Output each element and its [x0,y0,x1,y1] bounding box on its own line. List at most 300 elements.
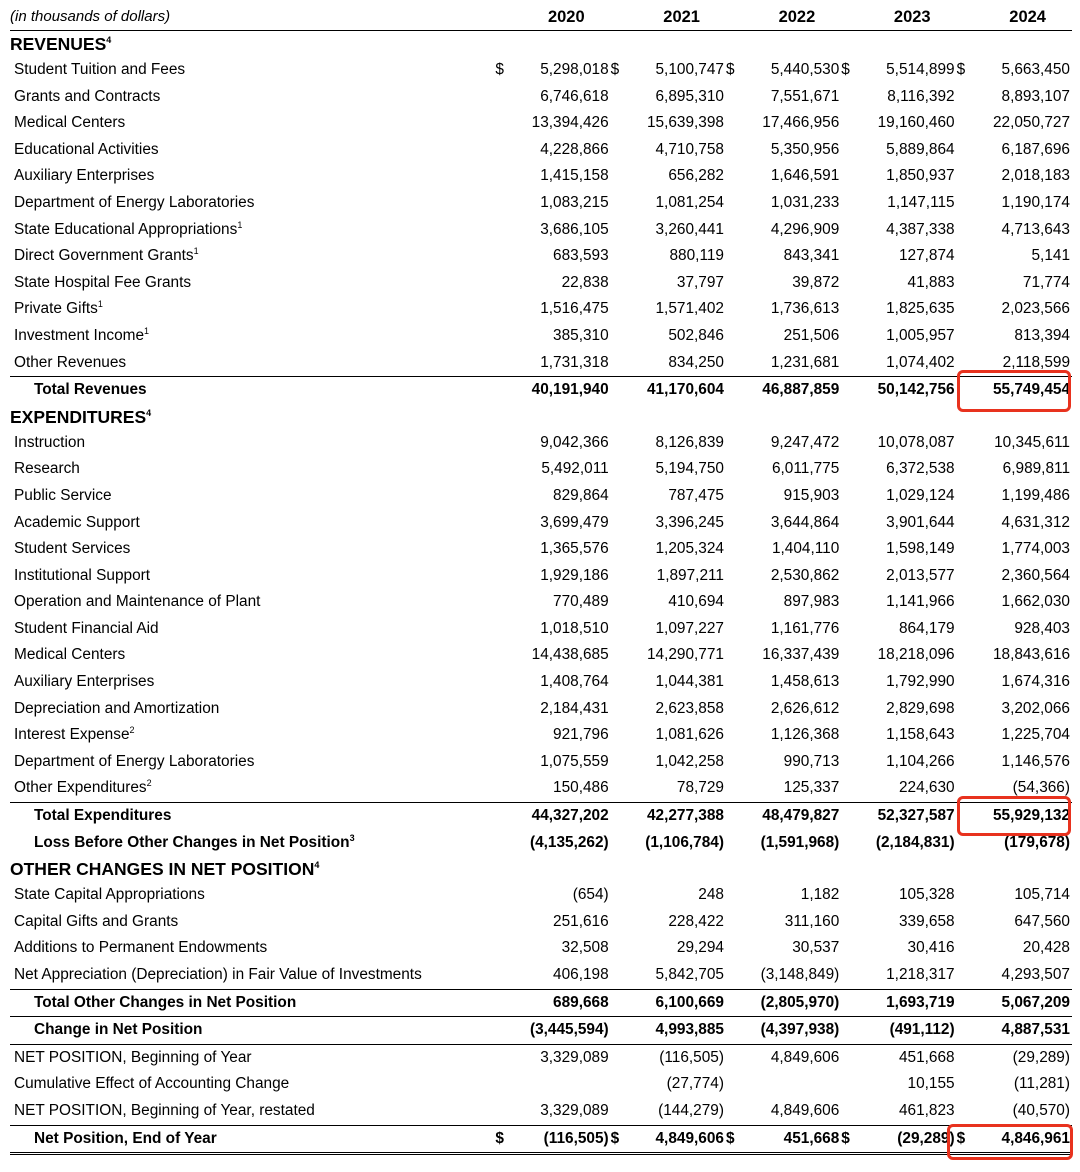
value-2020: 1,075,559 [540,752,609,770]
dollar-sign-cell [495,243,512,270]
dollar-sign-cell [611,696,628,723]
year-header-2022: 2022 [726,4,841,31]
row-cumulative-effect-of-accounting-change [10,1071,1072,1098]
value-2022: 5,440,530 [770,61,840,78]
value-2024: 4,887,531 [974,1017,1072,1045]
dollar-sign-cell [957,510,974,537]
value-2022: 1,646,591 [770,167,840,185]
value-2021: (27,774) [666,1075,724,1093]
value-2024: 8,893,107 [1001,87,1070,105]
value-2021: (1,106,784) [645,833,724,851]
row-total-other-changes-in-net-position [10,989,1072,1017]
value-2024: 1,199,486 [1001,486,1070,504]
dollar-sign-cell [611,296,628,323]
dollar-sign-cell: $ [841,61,850,78]
row-label-text: Change in Net Position [34,1021,203,1039]
dollar-sign-cell [957,696,974,723]
value-2020: 1,365,576 [540,540,609,558]
dollar-sign-cell [841,722,858,749]
row-medical-centers [10,110,1072,137]
dollar-sign-cell [611,1071,628,1098]
row-label [10,803,495,830]
row-state-hospital-fee-grants [10,270,1072,297]
row-label-text: Private Gifts [14,300,98,318]
value-2022: 1,161,776 [770,619,840,637]
dollar-sign-cell [957,137,974,164]
row-other-revenues [10,350,1072,377]
row-net-appreciation-depreciation-in-fair-value-of-investments [10,962,1072,989]
dollar-sign-cell [841,1071,858,1098]
row-label [10,669,495,696]
dollar-sign-cell [495,749,512,776]
value-2024: 18,843,616 [992,646,1070,664]
dollar-sign-cell [841,323,858,350]
value-2021: 1,897,211 [656,566,724,584]
row-label-text: Department of Energy Laboratories [14,193,255,211]
dollar-sign-cell [726,243,743,270]
value-2022: 9,247,472 [770,433,840,451]
dollar-sign-cell [495,882,512,909]
dollar-sign-cell [611,642,628,669]
row-label [10,57,495,84]
value-2024: (54,366) [1012,779,1070,797]
section-header-revenues [10,31,1072,58]
row-label-text: Loss Before Other Changes in Net Position [34,833,350,851]
dollar-sign-cell [611,1017,628,1045]
value-2022: (2,805,970) [743,989,841,1017]
footnote-marker: 2 [146,778,152,789]
value-2020: 1,083,215 [540,193,609,211]
row-educational-activities [10,137,1072,164]
value-2020: (3,445,594) [512,1017,610,1045]
value-2024: 1,146,576 [1001,752,1070,770]
value-2021: 656,282 [668,167,724,185]
section-title [10,31,1072,58]
dollar-sign-cell [495,1071,512,1098]
dollar-sign-cell [841,510,858,537]
dollar-sign-cell [841,589,858,616]
row-label [10,722,495,749]
value-2022: 915,903 [783,486,840,504]
value-2023: 30,416 [907,939,955,957]
dollar-sign-cell [611,722,628,749]
value-2021: 29,294 [676,939,724,957]
dollar-sign-cell [957,243,974,270]
value-2021: 1,044,381 [655,673,724,691]
value-2023: 1,158,643 [886,726,955,744]
value-2024: 1,774,003 [1001,540,1070,558]
dollar-sign-cell [495,1044,512,1071]
dollar-sign-cell [841,775,858,802]
dollar-sign-cell [726,1071,743,1098]
dollar-sign-cell [495,510,512,537]
dollar-sign-cell [495,935,512,962]
dollar-sign-cell [611,430,628,457]
row-public-service [10,483,1072,510]
value-2024: 647,560 [1014,912,1070,930]
value-2024: 20,428 [1022,939,1070,957]
value-2023: 1,850,937 [886,167,955,185]
dollar-sign-cell [495,84,512,111]
value-2023: 1,005,957 [886,326,955,344]
row-label-text: Net Position, End of Year [34,1129,217,1147]
value-2020: (4,135,262) [529,833,609,851]
dollar-sign-cell [841,830,858,857]
row-additions-to-permanent-endowments [10,935,1072,962]
value-2020: 5,492,011 [541,460,609,478]
dollar-sign-cell [841,430,858,457]
row-label [10,882,495,909]
value-2022: 311,160 [784,912,840,930]
footnote-marker: 3 [349,832,355,843]
highlight-total-expenditures-2024 [957,796,1071,836]
dollar-sign-cell [726,270,743,297]
value-2024: (29,289) [1012,1048,1070,1066]
dollar-sign-cell [495,137,512,164]
value-2023: 2,013,577 [886,566,955,584]
year-header-2024: 2024 [957,4,1072,31]
dollar-sign-cell [495,642,512,669]
value-2021: 248 [698,886,724,904]
table-body [10,4,1072,1154]
dollar-sign-cell [611,935,628,962]
dollar-sign-cell [841,935,858,962]
value-2023: 41,883 [907,273,955,291]
value-2023: 2,829,698 [886,699,955,717]
dollar-sign-cell [957,163,974,190]
row-label [10,377,495,404]
row-label-text: Operation and Maintenance of Plant [14,593,261,611]
value-2023: 1,147,115 [887,193,955,211]
value-2022: 990,713 [783,752,840,770]
value-2021: 1,097,227 [655,619,724,637]
value-2022: 16,337,439 [762,646,840,664]
row-label-text: State Capital Appropriations [14,886,205,904]
row-label-text: Instruction [14,433,86,451]
value-2022: 843,341 [783,247,840,265]
value-2021: 4,993,885 [628,1017,726,1045]
value-2024: 6,187,696 [1001,140,1070,158]
value-2024: 3,202,066 [1001,699,1070,717]
dollar-sign-cell [841,1044,858,1071]
value-2024: 2,118,599 [1002,353,1070,371]
value-2022: 1,182 [800,886,840,904]
year-header-2023: 2023 [841,4,956,31]
value-2020: 13,394,426 [531,114,609,132]
dollar-sign-cell [726,510,743,537]
dollar-sign-cell [726,323,743,350]
dollar-sign-cell [726,483,743,510]
value-2020: 683,593 [553,247,609,265]
row-label-text: Additions to Permanent Endowments [14,939,268,957]
dollar-sign-cell [957,935,974,962]
dollar-sign-cell [726,909,743,936]
value-2022: 39,872 [792,273,840,291]
value-2022: 1,126,368 [770,726,840,744]
section-title [10,404,1072,430]
dollar-sign-cell [841,350,858,377]
dollar-sign-cell [495,190,512,217]
dollar-sign-cell [726,642,743,669]
value-2024: 71,774 [1022,273,1070,291]
year-header-2020: 2020 [495,4,610,31]
value-2023: 1,029,124 [886,486,955,504]
value-2024: 55,929,132 [974,803,1072,830]
dollar-sign-cell [726,722,743,749]
dollar-sign-cell [495,456,512,483]
value-2020: 1,731,318 [540,353,609,371]
dollar-sign-cell [611,749,628,776]
value-2021: 410,694 [668,593,724,611]
row-label-text: Investment Income [14,326,145,344]
value-2022: 4,849,606 [770,1048,840,1066]
dollar-sign-cell [611,909,628,936]
row-label [10,1098,495,1125]
value-2020: 1,929,186 [540,566,609,584]
value-2022: 251,506 [783,326,840,344]
value-2020: 3,329,089 [540,1048,609,1066]
dollar-sign-cell [726,137,743,164]
value-2023: 19,160,460 [877,114,955,132]
row-label [10,616,495,643]
value-2021: (116,505) [659,1048,724,1066]
value-2023: 10,078,087 [877,433,955,451]
value-2020: 385,310 [553,326,609,344]
dollar-sign-cell [726,217,743,244]
row-net-position-beginning-of-year [10,1044,1072,1071]
row-label [10,190,495,217]
dollar-sign-cell [611,589,628,616]
row-medical-centers [10,642,1072,669]
value-2023: 1,693,719 [858,989,956,1017]
value-2020: 6,746,618 [540,87,609,105]
dollar-sign-cell [957,84,974,111]
dollar-sign-cell [726,589,743,616]
dollar-sign-cell [726,536,743,563]
dollar-sign-cell [495,296,512,323]
value-2024: 10,345,611 [994,433,1070,451]
footnote-marker: 2 [129,725,135,736]
dollar-sign-cell [841,270,858,297]
row-label [10,110,495,137]
value-2024: (11,281) [1013,1075,1070,1093]
row-research [10,456,1072,483]
value-2022: 5,350,956 [770,140,840,158]
value-2022: 46,887,859 [743,377,841,404]
value-2021: 2,623,858 [655,699,724,717]
dollar-sign-cell [841,642,858,669]
dollar-sign-cell [726,882,743,909]
row-label-text: Medical Centers [14,646,126,664]
value-2023: (491,112) [858,1017,956,1045]
dollar-sign-cell [841,616,858,643]
value-2020: 150,486 [553,779,609,797]
dollar-sign-cell [495,616,512,643]
dollar-sign-cell [957,989,974,1017]
row-label [10,270,495,297]
row-label-text: State Hospital Fee Grants [14,273,192,291]
dollar-sign-cell [726,775,743,802]
row-label-text: Institutional Support [14,566,151,584]
value-2022: 4,849,606 [743,1098,841,1125]
dollar-sign-cell [957,483,974,510]
value-2022: 4,296,909 [770,220,840,238]
row-label-text: Grants and Contracts [14,87,161,105]
value-2023: (29,289) [858,1125,956,1154]
value-2020: 251,616 [553,912,609,930]
row-label [10,589,495,616]
value-2023: 127,874 [898,247,955,265]
value-2023: 50,142,756 [858,377,956,404]
dollar-sign-cell [841,882,858,909]
value-2021: 787,475 [668,486,724,504]
value-2020: 829,864 [553,486,609,504]
row-investment-income [10,323,1072,350]
value-2023: 5,514,899 [886,61,955,78]
row-label-text: Student Services [14,540,131,558]
value-2023: (2,184,831) [875,833,955,851]
row-capital-gifts-and-grants [10,909,1072,936]
row-state-capital-appropriations [10,882,1072,909]
value-2024: (179,678) [1004,833,1070,851]
row-institutional-support [10,563,1072,590]
dollar-sign-cell [726,350,743,377]
row-label-text: Other Expenditures [14,779,147,797]
row-grants-and-contracts [10,84,1072,111]
dollar-sign-cell [611,190,628,217]
row-label [10,935,495,962]
dollar-sign-cell [495,377,512,404]
value-2020: 3,686,105 [540,220,609,238]
dollar-sign-cell [726,190,743,217]
value-2020: 1,408,764 [540,673,609,691]
row-depreciation-and-amortization [10,696,1072,723]
row-label-text: Direct Government Grants [14,247,194,265]
dollar-sign-cell [495,563,512,590]
value-2021: 4,710,758 [655,140,724,158]
dollar-sign-cell [726,962,743,989]
row-student-financial-aid [10,616,1072,643]
value-2020: 44,327,202 [512,803,610,830]
row-label-text: NET POSITION, Beginning of Year [14,1048,252,1066]
row-academic-support [10,510,1072,537]
dollar-sign-cell [611,616,628,643]
dollar-sign-cell [957,430,974,457]
value-2024: 2,023,566 [1001,300,1070,318]
dollar-sign-cell [726,935,743,962]
value-2020: 770,489 [553,593,609,611]
dollar-sign-cell [495,270,512,297]
row-label-text: Medical Centers [14,114,126,132]
value-2022: 451,668 [743,1125,841,1154]
row-label-text: Student Financial Aid [14,619,159,637]
dollar-sign-cell [611,962,628,989]
row-change-in-net-position [10,1017,1072,1045]
row-label [10,217,495,244]
row-state-educational-appropriations [10,217,1072,244]
value-2023: 3,901,644 [886,513,955,531]
row-total-expenditures [10,803,1072,830]
section-title-text: OTHER CHANGES IN NET POSITION [10,859,315,880]
row-label-text: Interest Expense [14,726,130,744]
dollar-sign-cell [957,589,974,616]
row-label [10,830,495,857]
value-2022: (4,397,938) [743,1017,841,1045]
row-label [10,163,495,190]
row-label [10,84,495,111]
dollar-sign-cell [957,323,974,350]
row-net-position-end-of-year [10,1125,1072,1154]
row-auxiliary-enterprises [10,163,1072,190]
row-label [10,1044,495,1071]
row-label [10,696,495,723]
dollar-sign-cell [611,163,628,190]
row-label-text: Total Other Changes in Net Position [34,993,297,1011]
value-2020: 32,508 [561,939,609,957]
row-department-of-energy-laboratories [10,190,1072,217]
row-label-text: Research [14,460,80,478]
dollar-sign-cell [957,1098,974,1125]
value-2021: 14,290,771 [646,646,724,664]
dollar-sign-cell [957,749,974,776]
row-interest-expense [10,722,1072,749]
row-label [10,243,495,270]
units-note: (in thousands of dollars) [10,4,495,31]
row-label [10,642,495,669]
dollar-sign-cell [495,803,512,830]
row-department-of-energy-laboratories [10,749,1072,776]
value-2020: 689,668 [512,989,610,1017]
footnote-marker: 1 [193,246,199,257]
dollar-sign-cell [957,616,974,643]
dollar-sign-cell [841,803,858,830]
dollar-sign-cell [726,1044,743,1071]
dollar-sign-cell [726,84,743,111]
value-2024: 1,662,030 [1001,593,1070,611]
value-2022: 2,530,862 [770,566,840,584]
value-2020: 4,228,866 [540,140,609,158]
value-2022: 17,466,956 [762,114,840,132]
value-2020: 1,516,475 [540,300,609,318]
dollar-sign-cell [957,722,974,749]
value-2021: 6,895,310 [655,87,724,105]
value-2024: 928,403 [1014,619,1070,637]
value-2021: 1,042,258 [655,752,724,770]
dollar-sign-cell [957,1044,974,1071]
dollar-sign-cell [957,1071,974,1098]
value-2024: 5,067,209 [974,989,1072,1017]
dollar-sign-cell [611,1044,628,1071]
footnote-marker: 4 [146,407,152,418]
dollar-sign-cell [957,456,974,483]
row-label [10,989,495,1017]
row-label [10,350,495,377]
dollar-sign-cell [841,137,858,164]
value-2020: 1,415,158 [540,167,609,185]
dollar-sign-cell [726,830,743,857]
header-row [10,4,1072,31]
value-2021: 1,081,254 [655,193,724,211]
value-2023: 339,658 [898,912,955,930]
dollar-sign-cell [726,1098,743,1125]
dollar-sign-cell [726,377,743,404]
dollar-sign-cell [841,749,858,776]
dollar-sign-cell [957,296,974,323]
dollar-sign-cell [495,536,512,563]
value-2022: 1,031,233 [770,193,840,211]
dollar-sign-cell [841,696,858,723]
row-label-text: State Educational Appropriations [14,220,238,238]
